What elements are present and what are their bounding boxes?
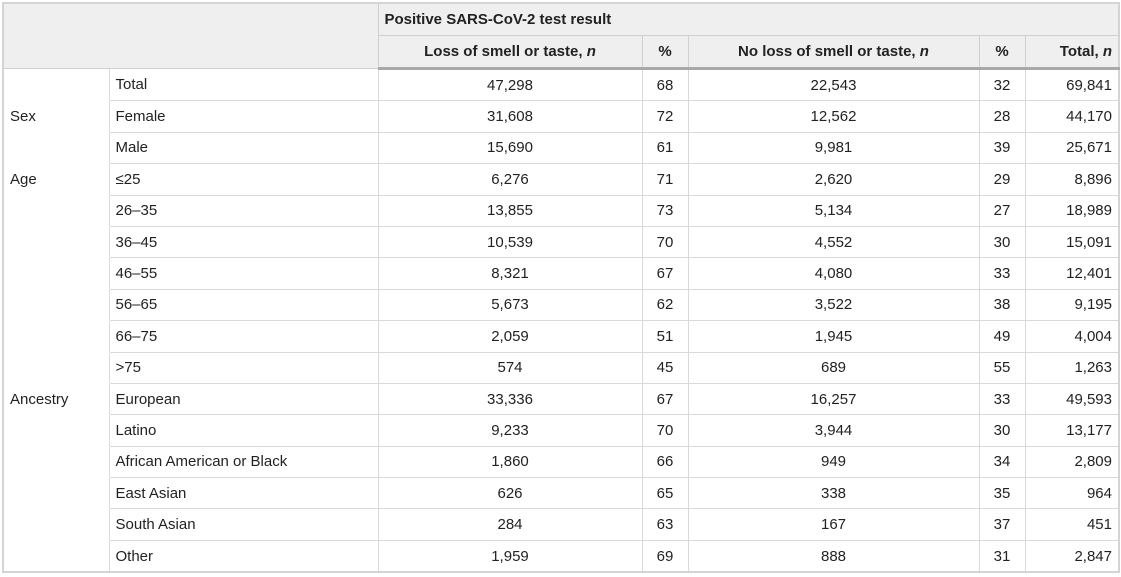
noloss-percent-cell: 38 <box>979 289 1025 320</box>
total-count-cell: 15,091 <box>1025 226 1119 257</box>
table-row <box>3 289 1119 320</box>
loss-percent-cell: 67 <box>642 383 688 414</box>
noloss-percent-cell: 33 <box>979 258 1025 289</box>
loss-percent-cell: 70 <box>642 226 688 257</box>
loss-percent-cell: 62 <box>642 289 688 320</box>
header-noloss-n: n <box>919 43 929 60</box>
loss-count-cell: 574 <box>378 352 642 383</box>
total-count-cell: 44,170 <box>1025 101 1119 132</box>
table-row <box>3 164 1119 195</box>
noloss-count-cell: 689 <box>688 352 979 383</box>
noloss-percent-cell: 29 <box>979 164 1025 195</box>
table-row <box>3 352 1119 383</box>
table-row <box>3 478 1119 509</box>
noloss-percent-cell: 33 <box>979 383 1025 414</box>
subgroup-cell: 26–35 <box>109 195 378 226</box>
header-pct-noloss: % <box>979 36 1025 69</box>
loss-count-cell: 15,690 <box>378 132 642 163</box>
loss-count-cell: 9,233 <box>378 415 642 446</box>
noloss-percent-cell: 34 <box>979 446 1025 477</box>
loss-percent-cell: 71 <box>642 164 688 195</box>
noloss-count-cell: 3,522 <box>688 289 979 320</box>
loss-percent-cell: 68 <box>642 69 688 101</box>
loss-count-cell: 47,298 <box>378 69 642 101</box>
subgroup-cell: Latino <box>109 415 378 446</box>
loss-percent-cell: 70 <box>642 415 688 446</box>
noloss-percent-cell: 30 <box>979 415 1025 446</box>
header-group-label: Positive SARS-CoV-2 test result <box>378 3 1119 36</box>
total-count-cell: 2,809 <box>1025 446 1119 477</box>
header-total-label: Total, <box>1059 43 1099 60</box>
noloss-count-cell: 338 <box>688 478 979 509</box>
noloss-count-cell: 3,944 <box>688 415 979 446</box>
loss-count-cell: 626 <box>378 478 642 509</box>
loss-percent-cell: 63 <box>642 509 688 540</box>
group-cell <box>3 478 109 509</box>
noloss-count-cell: 16,257 <box>688 383 979 414</box>
total-count-cell: 964 <box>1025 478 1119 509</box>
group-cell <box>3 321 109 352</box>
header-loss-n: n <box>586 43 596 60</box>
noloss-percent-cell: 35 <box>979 478 1025 509</box>
loss-count-cell: 1,959 <box>378 540 642 572</box>
total-count-cell: 12,401 <box>1025 258 1119 289</box>
group-cell <box>3 258 109 289</box>
table-row <box>3 132 1119 163</box>
loss-percent-cell: 72 <box>642 101 688 132</box>
loss-count-cell: 33,336 <box>378 383 642 414</box>
subgroup-cell: 36–45 <box>109 226 378 257</box>
noloss-count-cell: 1,945 <box>688 321 979 352</box>
loss-percent-cell: 65 <box>642 478 688 509</box>
table-row <box>3 415 1119 446</box>
header-noloss <box>688 36 979 69</box>
total-count-cell: 1,263 <box>1025 352 1119 383</box>
loss-count-cell: 5,673 <box>378 289 642 320</box>
table-header <box>3 3 1119 69</box>
noloss-percent-cell: 39 <box>979 132 1025 163</box>
subgroup-cell: 46–55 <box>109 258 378 289</box>
group-cell <box>3 509 109 540</box>
header-noloss-label: No loss of smell or taste, <box>738 43 916 60</box>
loss-count-cell: 13,855 <box>378 195 642 226</box>
table-row <box>3 101 1119 132</box>
table-row <box>3 383 1119 414</box>
total-count-cell: 18,989 <box>1025 195 1119 226</box>
results-table <box>2 2 1120 573</box>
loss-count-cell: 2,059 <box>378 321 642 352</box>
noloss-count-cell: 949 <box>688 446 979 477</box>
total-count-cell: 49,593 <box>1025 383 1119 414</box>
subgroup-cell: East Asian <box>109 478 378 509</box>
loss-percent-cell: 67 <box>642 258 688 289</box>
noloss-count-cell: 22,543 <box>688 69 979 101</box>
noloss-count-cell: 2,620 <box>688 164 979 195</box>
total-count-cell: 13,177 <box>1025 415 1119 446</box>
subgroup-cell: African American or Black <box>109 446 378 477</box>
results-table-container <box>2 2 1118 573</box>
noloss-percent-cell: 28 <box>979 101 1025 132</box>
noloss-percent-cell: 32 <box>979 69 1025 101</box>
subgroup-cell: >75 <box>109 352 378 383</box>
total-count-cell: 25,671 <box>1025 132 1119 163</box>
header-total-n: n <box>1102 43 1112 60</box>
subgroup-cell: Male <box>109 132 378 163</box>
header-loss-label: Loss of smell or taste, <box>424 43 583 60</box>
group-cell <box>3 289 109 320</box>
loss-count-cell: 31,608 <box>378 101 642 132</box>
group-cell: Age <box>3 164 109 195</box>
subgroup-cell: South Asian <box>109 509 378 540</box>
table-row <box>3 509 1119 540</box>
noloss-count-cell: 9,981 <box>688 132 979 163</box>
loss-count-cell: 10,539 <box>378 226 642 257</box>
loss-count-cell: 8,321 <box>378 258 642 289</box>
group-cell <box>3 415 109 446</box>
table-body <box>3 69 1119 573</box>
loss-count-cell: 284 <box>378 509 642 540</box>
subgroup-cell: 56–65 <box>109 289 378 320</box>
subgroup-cell: European <box>109 383 378 414</box>
table-row <box>3 69 1119 101</box>
total-count-cell: 9,195 <box>1025 289 1119 320</box>
loss-percent-cell: 73 <box>642 195 688 226</box>
total-count-cell: 2,847 <box>1025 540 1119 572</box>
total-count-cell: 69,841 <box>1025 69 1119 101</box>
loss-count-cell: 1,860 <box>378 446 642 477</box>
noloss-count-cell: 12,562 <box>688 101 979 132</box>
loss-percent-cell: 69 <box>642 540 688 572</box>
loss-count-cell: 6,276 <box>378 164 642 195</box>
group-cell: Sex <box>3 101 109 132</box>
group-cell <box>3 446 109 477</box>
noloss-percent-cell: 49 <box>979 321 1025 352</box>
loss-percent-cell: 61 <box>642 132 688 163</box>
table-row <box>3 226 1119 257</box>
group-cell <box>3 69 109 101</box>
group-cell <box>3 540 109 572</box>
subgroup-cell: 66–75 <box>109 321 378 352</box>
group-cell <box>3 195 109 226</box>
table-row <box>3 195 1119 226</box>
header-loss <box>378 36 642 69</box>
table-row <box>3 540 1119 572</box>
noloss-count-cell: 5,134 <box>688 195 979 226</box>
noloss-count-cell: 4,552 <box>688 226 979 257</box>
noloss-percent-cell: 55 <box>979 352 1025 383</box>
table-row <box>3 321 1119 352</box>
total-count-cell: 4,004 <box>1025 321 1119 352</box>
group-cell <box>3 132 109 163</box>
subgroup-cell: Other <box>109 540 378 572</box>
header-corner-cell <box>3 3 378 69</box>
loss-percent-cell: 51 <box>642 321 688 352</box>
noloss-count-cell: 167 <box>688 509 979 540</box>
loss-percent-cell: 66 <box>642 446 688 477</box>
noloss-percent-cell: 31 <box>979 540 1025 572</box>
noloss-count-cell: 4,080 <box>688 258 979 289</box>
header-pct-loss: % <box>642 36 688 69</box>
group-cell <box>3 226 109 257</box>
total-count-cell: 451 <box>1025 509 1119 540</box>
subgroup-cell: ≤25 <box>109 164 378 195</box>
loss-percent-cell: 45 <box>642 352 688 383</box>
table-row <box>3 258 1119 289</box>
table-row <box>3 446 1119 477</box>
header-total <box>1025 36 1119 69</box>
group-cell <box>3 352 109 383</box>
total-count-cell: 8,896 <box>1025 164 1119 195</box>
noloss-percent-cell: 27 <box>979 195 1025 226</box>
noloss-count-cell: 888 <box>688 540 979 572</box>
group-cell: Ancestry <box>3 383 109 414</box>
noloss-percent-cell: 37 <box>979 509 1025 540</box>
subgroup-cell: Total <box>109 69 378 101</box>
subgroup-cell: Female <box>109 101 378 132</box>
noloss-percent-cell: 30 <box>979 226 1025 257</box>
